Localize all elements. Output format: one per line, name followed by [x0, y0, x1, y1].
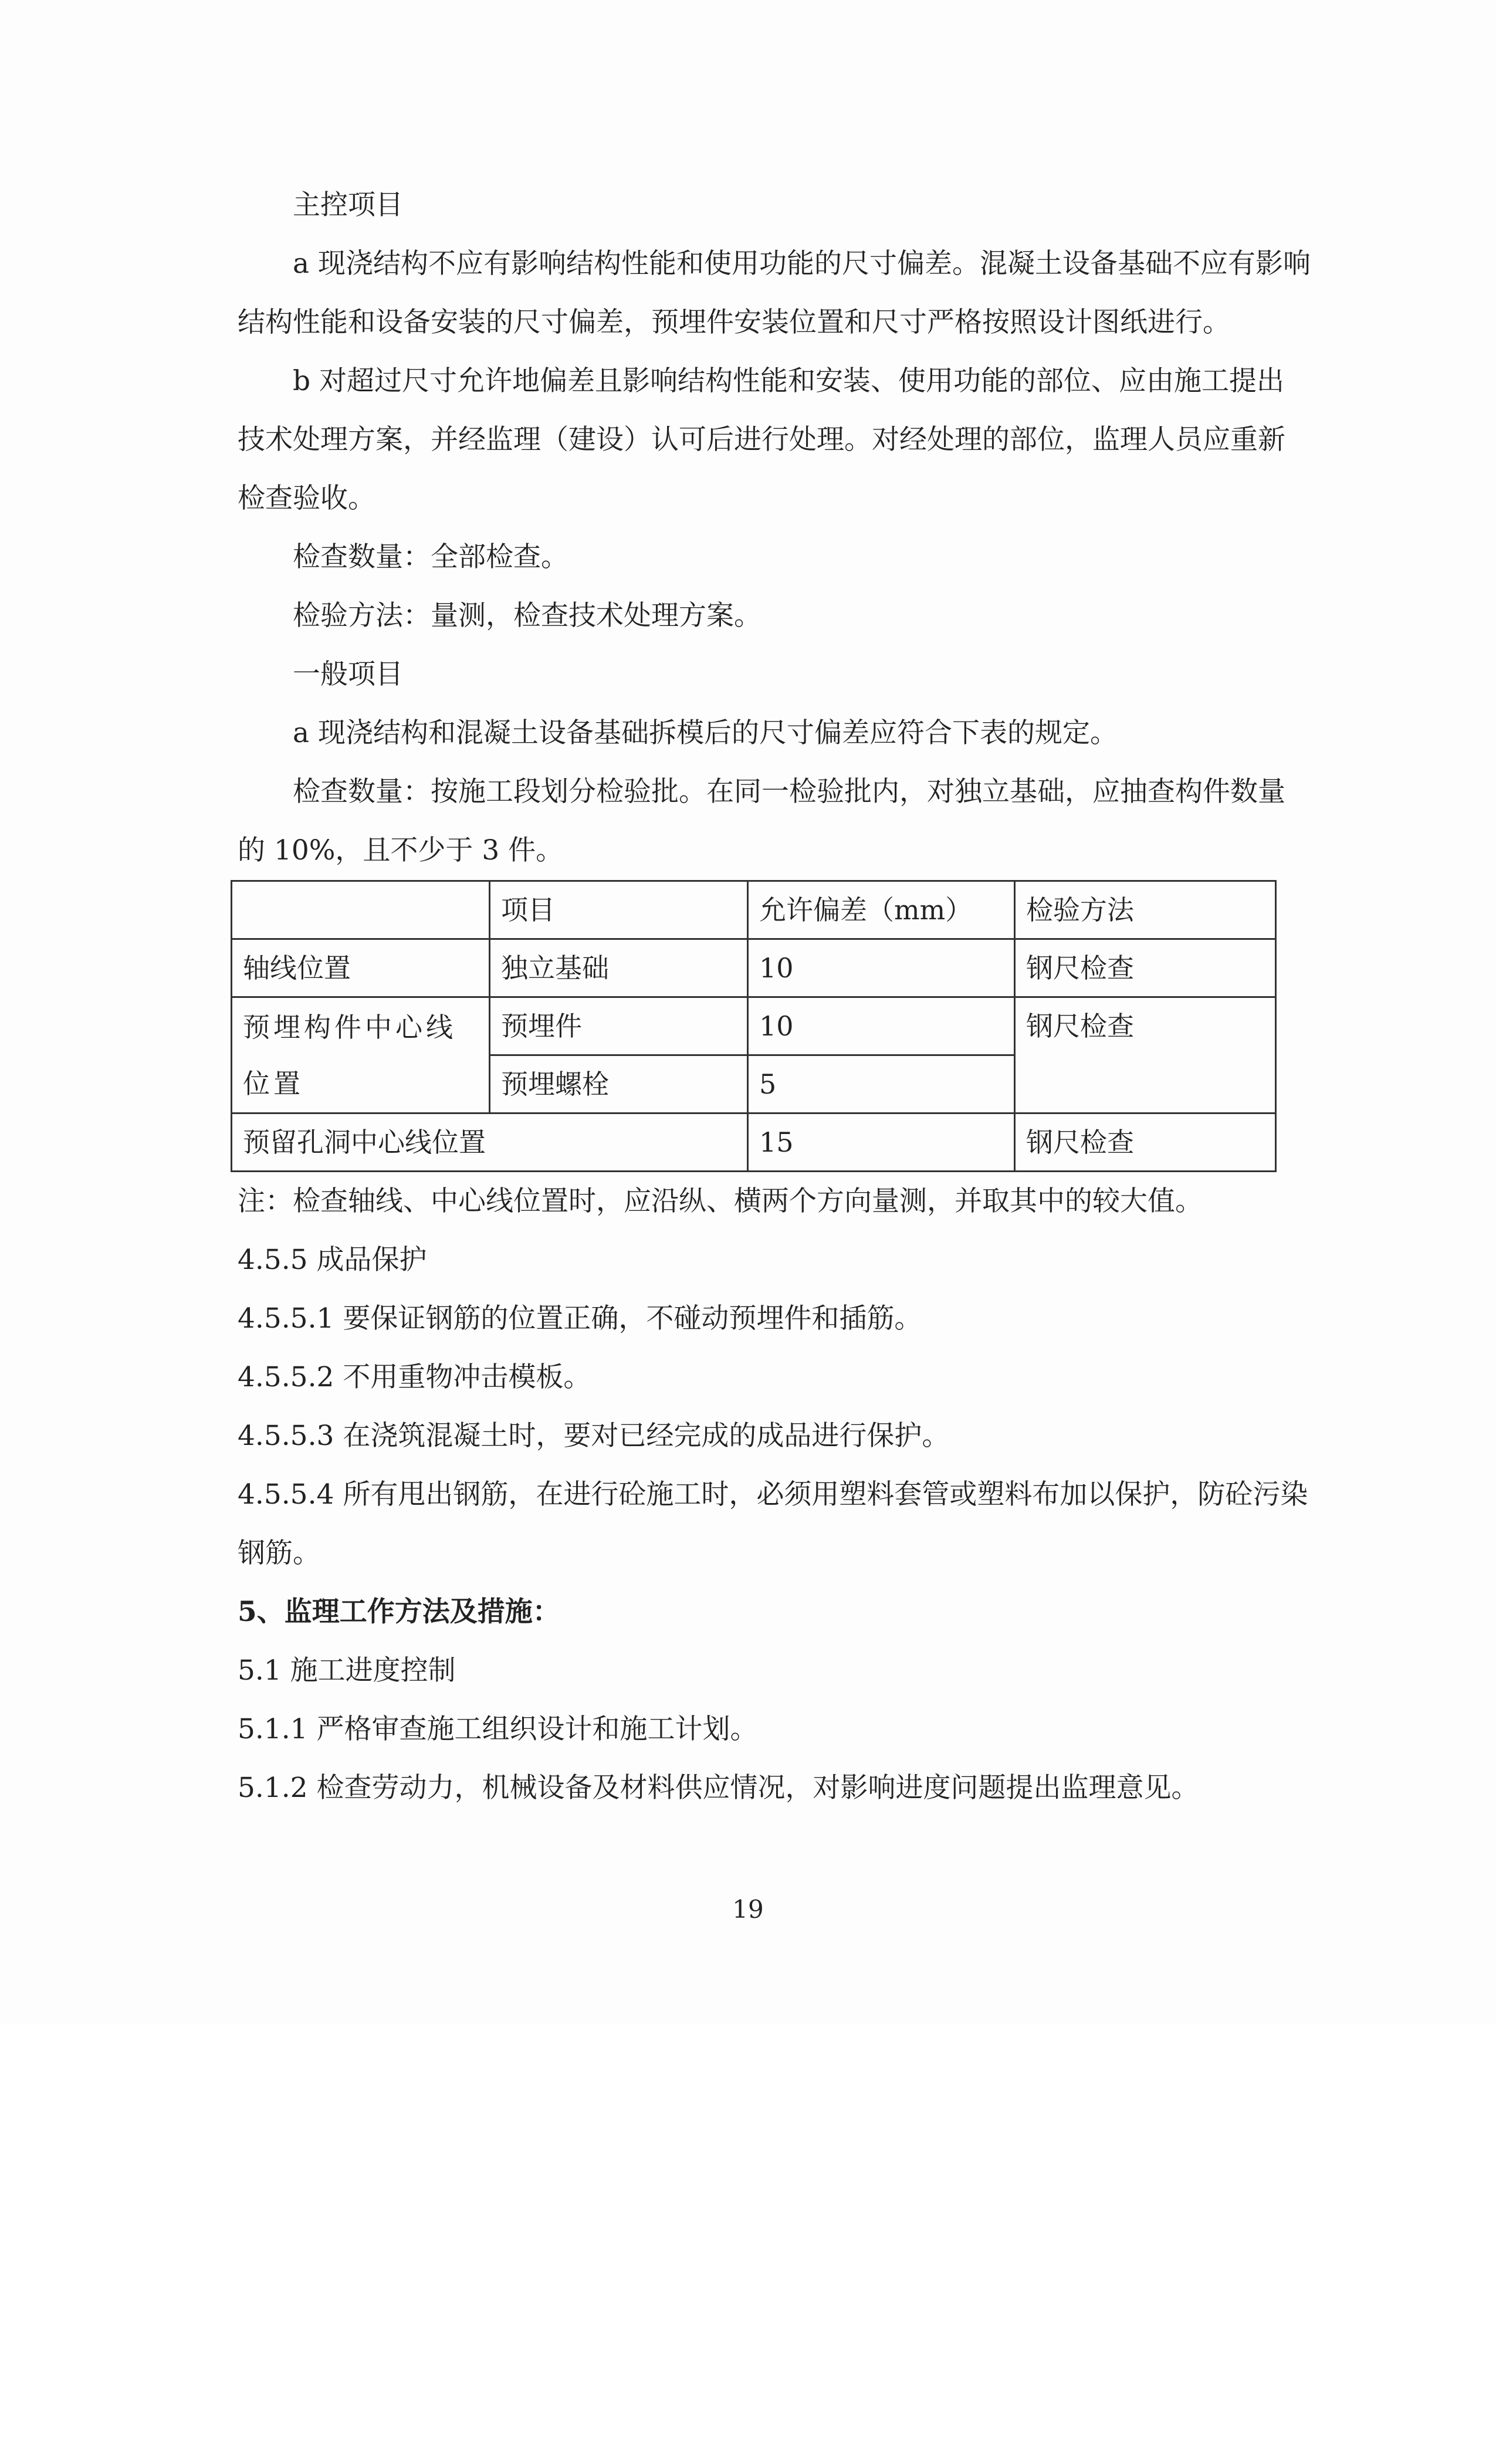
- table-cell: 预留孔洞中心线位置: [232, 1113, 748, 1172]
- tolerance-table: [231, 880, 1277, 1172]
- table-cell: 10: [748, 997, 1015, 1055]
- table-cell: 独立基础: [490, 939, 748, 997]
- table-note: 注：检查轴线、中心线位置时，应沿纵、横两个方向量测，并取其中的较大值。: [238, 1185, 1203, 1217]
- table-cell: 钢尺检查: [1015, 997, 1276, 1113]
- table-row: [232, 939, 1276, 997]
- section-5-heading: 5、监理工作方法及措施：: [238, 1596, 560, 1628]
- section-5-1: 5.1 施工进度控制: [238, 1654, 456, 1687]
- heading-general-items: 一般项目: [293, 658, 403, 691]
- table-cell: 钢尺检查: [1015, 939, 1276, 997]
- table-cell: 5: [748, 1055, 1015, 1113]
- table-cell: 10: [748, 939, 1015, 997]
- table-header-cell: 检验方法: [1015, 881, 1276, 939]
- page-number: 19: [732, 1895, 764, 1924]
- table-cell: 预埋件: [490, 997, 748, 1055]
- inspection-quantity: 检查数量：全部检查。: [293, 541, 568, 573]
- section-4-5-5: 4.5.5 成品保护: [238, 1244, 427, 1276]
- table-cell: 钢尺检查: [1015, 1113, 1276, 1172]
- paragraph-item-a: a 现浇结构不应有影响结构性能和使用功能的尺寸偏差。混凝土设备基础不应有影响结构性能和设备安装的尺寸偏差，预埋件安装位置和尺寸严格按照设计图纸进行。: [238, 248, 1311, 339]
- table-cell: 轴线位置: [232, 939, 490, 997]
- inspection-method: 检验方法：量测，检查技术处理方案。: [293, 600, 761, 632]
- table-cell: 预埋构件中心线位置: [232, 997, 490, 1113]
- item-4-5-5-4: 4.5.5.4 所有甩出钢筋，在进行砼施工时，必须用塑料套管或塑料布加以保护，防砼污染钢筋。: [238, 1478, 1308, 1569]
- table-header-row: [232, 881, 1276, 939]
- item-5-1-2: 5.1.2 检查劳动力，机械设备及材料供应情况，对影响进度问题提出监理意见。: [238, 1772, 1199, 1804]
- table-row: [232, 997, 1276, 1055]
- table-header-cell: 项目: [490, 881, 748, 939]
- heading-main-control-items: 主控项目: [293, 189, 403, 221]
- item-4-5-5-2: 4.5.5.2 不用重物冲击模板。: [238, 1361, 591, 1393]
- document-body: [238, 176, 1311, 1817]
- item-4-5-5-3: 4.5.5.3 在浇筑混凝土时，要对已经完成的成品进行保护。: [238, 1420, 950, 1452]
- item-4-5-5-1: 4.5.5.1 要保证钢筋的位置正确，不碰动预埋件和插筋。: [238, 1302, 922, 1335]
- inspection-quantity-general: 检查数量：按施工段划分检验批。在同一检验批内，对独立基础，应抽查构件数量的 10%，且不少于 3 件。: [238, 776, 1285, 867]
- paragraph-general-a: a 现浇结构和混凝土设备基础拆模后的尺寸偏差应符合下表的规定。: [293, 717, 1118, 749]
- table-header-cell: [232, 881, 490, 939]
- table-cell: 预埋螺栓: [490, 1055, 748, 1113]
- table-row: [232, 1113, 1276, 1172]
- table-header-cell: 允许偏差（mm）: [748, 881, 1015, 939]
- table-cell: 15: [748, 1113, 1015, 1172]
- paragraph-item-b: b 对超过尺寸允许地偏差且影响结构性能和安装、使用功能的部位、应由施工提出技术处理方案，并经监理（建设）认可后进行处理。对经处理的部位，监理人员应重新检查验收。: [238, 365, 1285, 515]
- item-5-1-1: 5.1.1 严格审查施工组织设计和施工计划。: [238, 1713, 758, 1745]
